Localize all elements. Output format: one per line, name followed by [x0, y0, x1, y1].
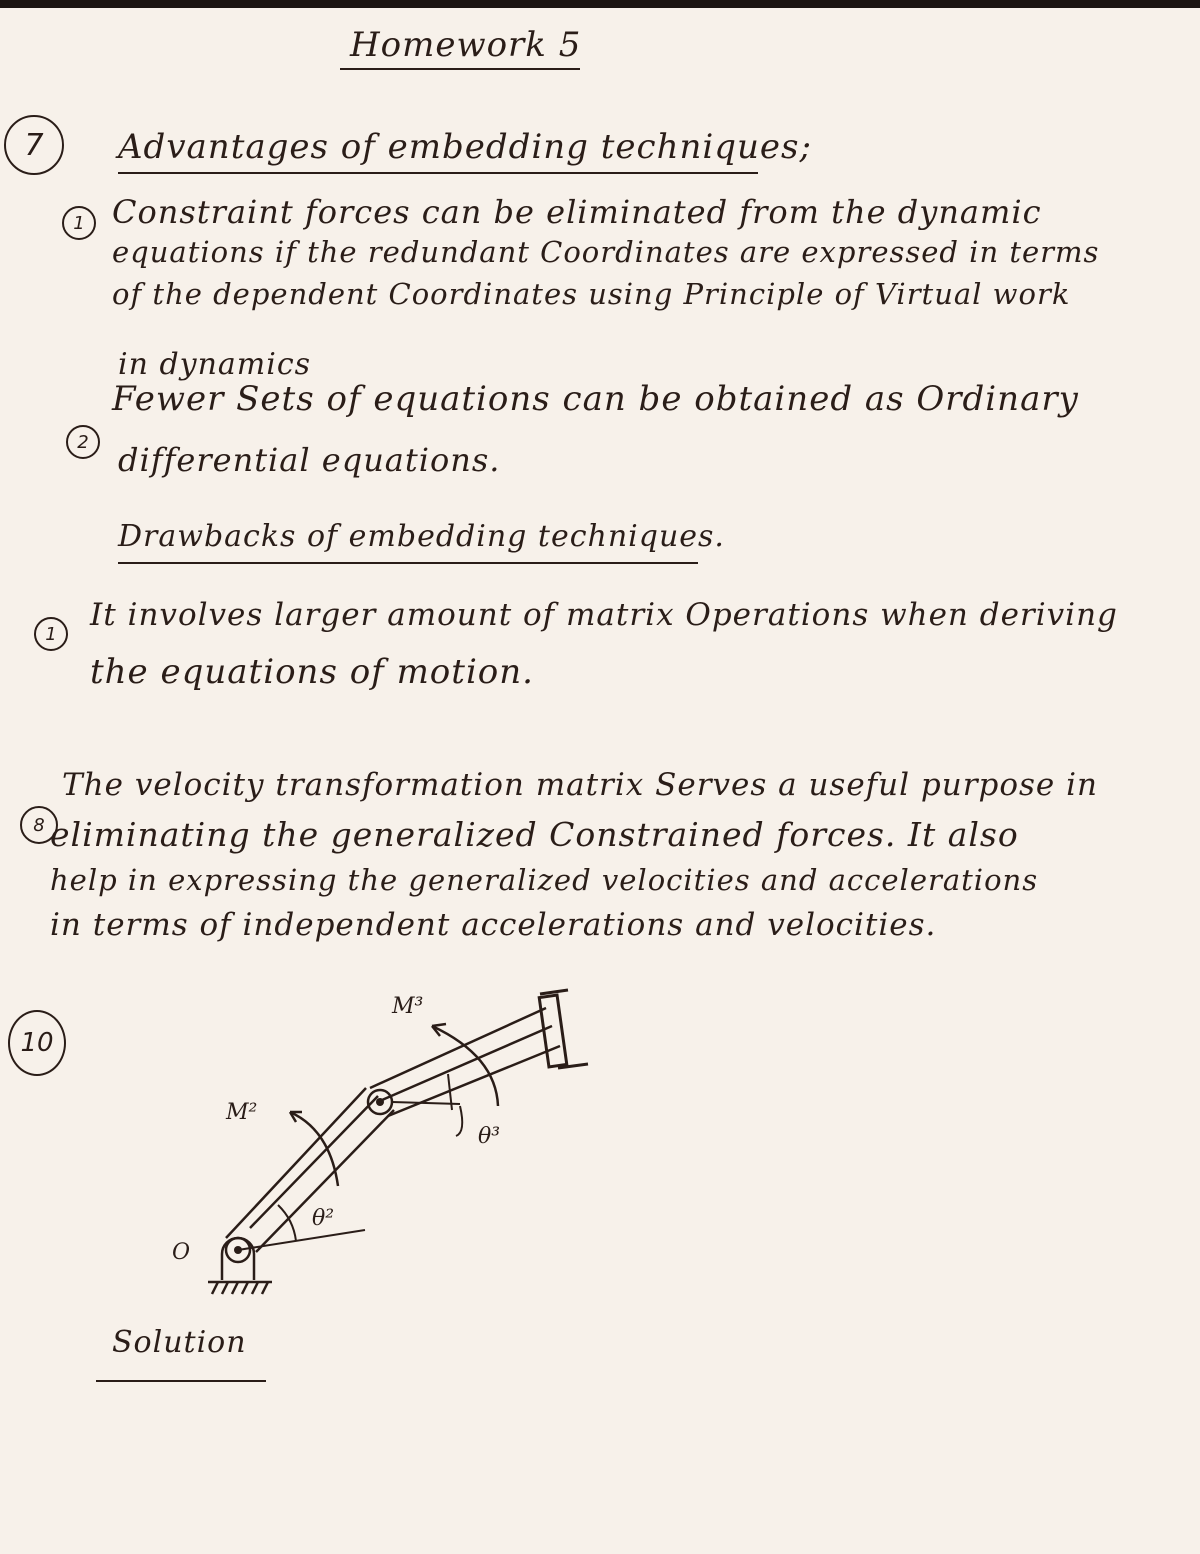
theta3-arc: [456, 1106, 462, 1136]
solution-label: Solution: [112, 1325, 247, 1360]
advantage-2-number-text: 2: [77, 431, 89, 453]
advantage-1-number: [62, 206, 96, 240]
advantage-1-line-3: of the dependent Coordinates using Principle of Virtual work: [112, 277, 1071, 311]
drawback-1-line-1: It involves larger amount of matrix Operations when deriving: [90, 597, 1118, 633]
advantages-heading: Advantages of embedding techniques;: [118, 127, 812, 167]
moment-3-label: M³: [392, 994, 424, 1019]
moment-2-label: M²: [226, 1100, 258, 1125]
question-7-number-text: 7: [24, 127, 44, 163]
theta2-reference-line: [238, 1230, 365, 1250]
question-8-line-4: in terms of independent accelerations and velocities.: [50, 907, 937, 943]
question-8-line-2: eliminating the generalized Constrained forces. It also: [50, 815, 1019, 854]
drawback-1-number: [34, 617, 68, 651]
theta2-arc: [278, 1205, 296, 1241]
drawbacks-heading: Drawbacks of embedding techniques.: [118, 519, 725, 554]
advantage-1-line-1: Constraint forces can be eliminated from the dynamic: [112, 193, 1042, 231]
question-10-number: [8, 1010, 66, 1076]
drawback-1-line-2: the equations of motion.: [90, 652, 534, 692]
drawback-1-number-text: 1: [45, 623, 57, 645]
question-8-line-1: The velocity transformation matrix Serves a useful purpose in: [62, 767, 1099, 803]
page-top-edge: [0, 0, 1200, 8]
solution-underline: [96, 1380, 266, 1382]
link-3: [370, 1008, 560, 1116]
origin-label: O: [172, 1240, 191, 1265]
advantage-2-line-2: differential equations.: [118, 441, 501, 479]
advantages-underline: [118, 172, 758, 174]
advantage-2-line-1: Fewer Sets of equations can be obtained as Ordinary: [112, 379, 1079, 419]
advantage-1-line-2: equations if the redundant Coordinates are expressed in terms: [112, 235, 1100, 269]
two-link-manipulator-diagram: [160, 960, 620, 1360]
drawbacks-underline: [118, 562, 698, 564]
question-8-line-3: help in expressing the generalized velocities and accelerations: [50, 863, 1039, 897]
theta-2-label: θ²: [312, 1206, 335, 1231]
advantage-1-line-4: in dynamics: [118, 347, 312, 382]
advantage-2-number: [66, 425, 100, 459]
theta3-reference-line: [392, 1102, 460, 1104]
title-underline: [340, 68, 580, 70]
question-10-number-text: 10: [20, 1028, 54, 1058]
advantage-1-number-text: 1: [73, 212, 85, 234]
question-7-number: [4, 115, 64, 175]
question-8-number-text: 8: [33, 814, 45, 836]
page-title: Homework 5: [350, 25, 582, 65]
theta-3-label: θ³: [478, 1124, 501, 1149]
